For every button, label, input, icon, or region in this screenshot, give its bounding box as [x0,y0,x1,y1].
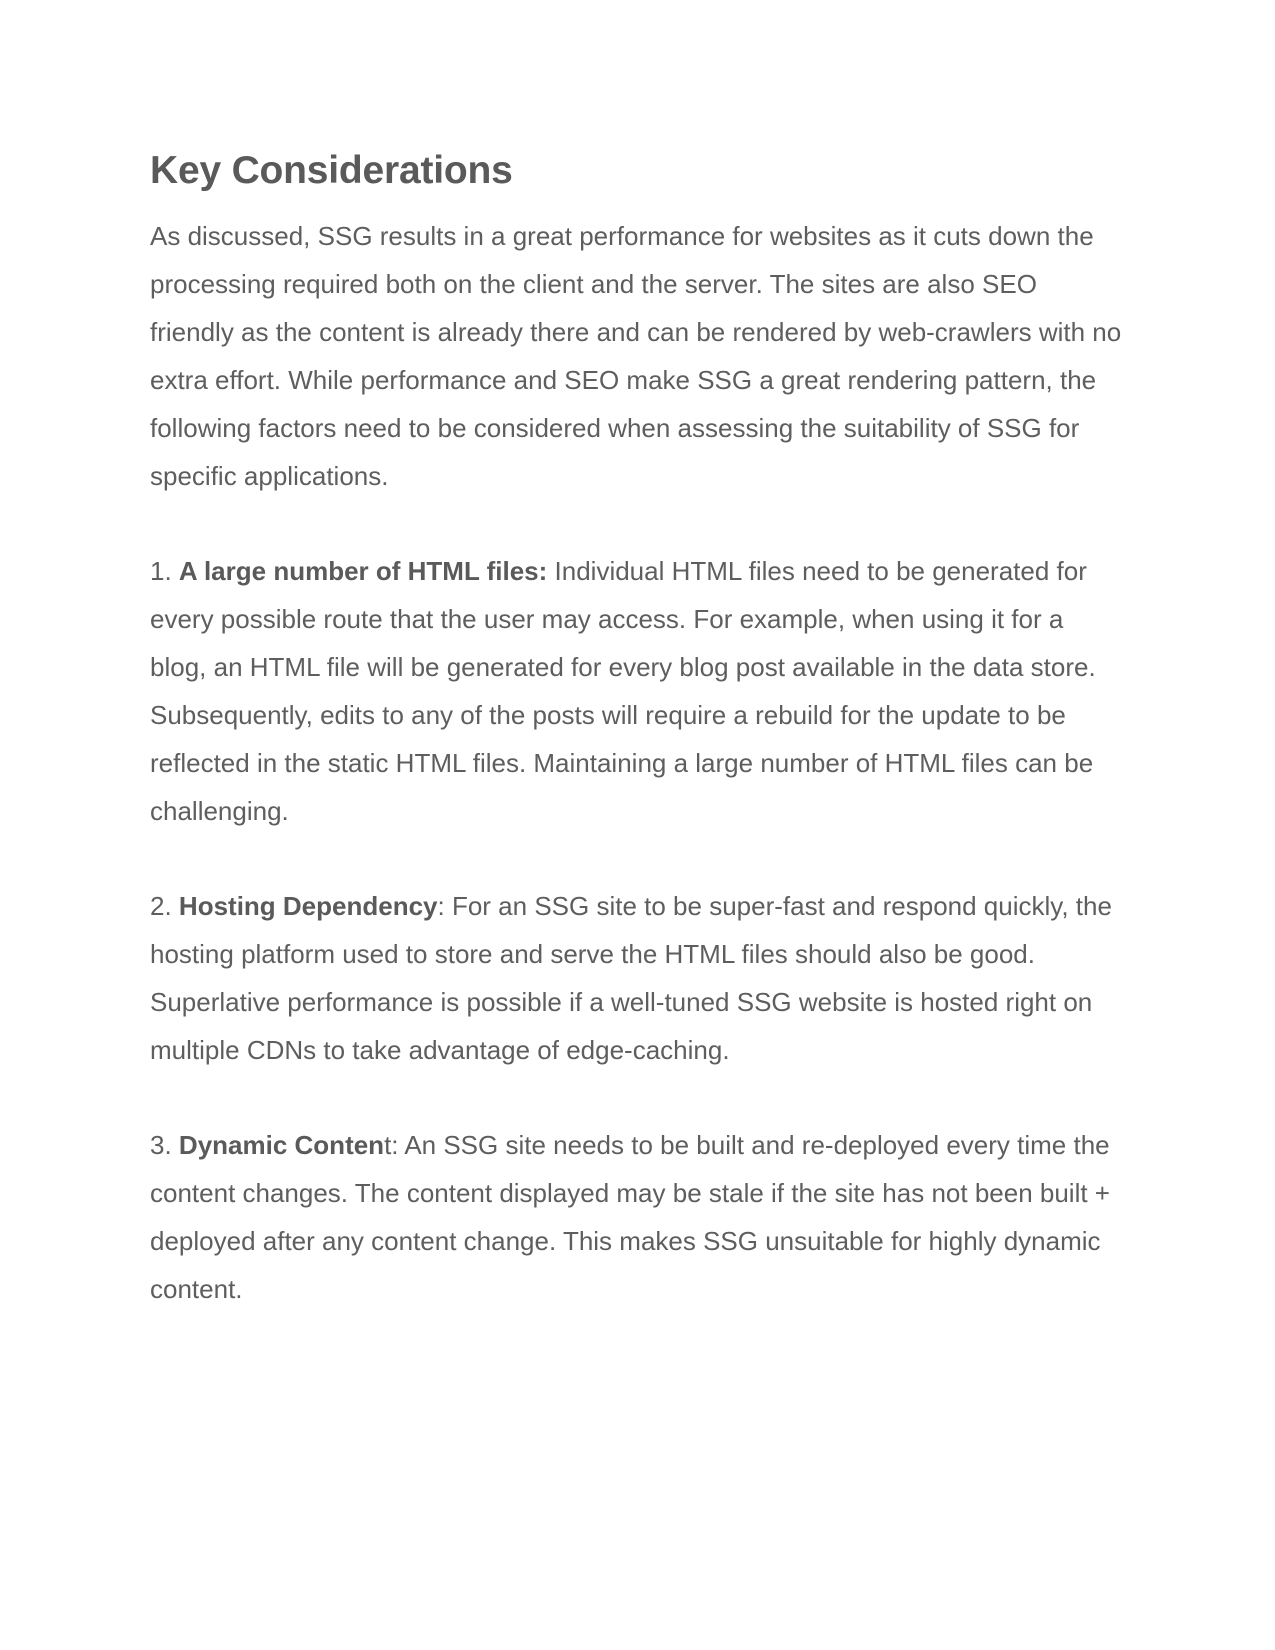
list-item-3-text: t: An SSG site needs to be built and re-deployed every time the content changes. The content displayed may be stale if the site has not been built + deployed after any content change. This makes SSG unsuitable for highly dynamic content. [150,1130,1110,1304]
page-title: Key Considerations [150,149,513,192]
paragraph-spacer [150,835,1125,882]
list-item-1-number: 1. [150,556,179,586]
list-item-1-text: Individual HTML files need to be generated for every possible route that the user may access. For example, when using it for a blog, an HTML file will be generated for every blog post available in the data store. Subsequently, edits to any of the posts will require a rebuild for the update to be reflected in the static HTML files. Maintaining a large number of HTML files can be challenging. [150,556,1096,826]
list-item-3 [150,1121,1125,1313]
list-item-1 [150,547,1125,835]
paragraph-spacer [150,500,1125,547]
list-item-3-number: 3. [150,1130,179,1160]
list-item-1-heading: A large number of HTML files: [178,556,548,586]
document-page [150,148,1125,1313]
list-item-2-number: 2. [150,891,179,921]
list-item-2 [150,882,1125,1074]
intro-paragraph: As discussed, SSG results in a great performance for websites as it cuts down the processing required both on the client and the server. The sites are also SEO friendly as the content is already there and can be rendered by web-crawlers with no extra effort. While performance and SEO make SSG a great rendering pattern, the following factors need to be considered when assessing the suitability of SSG for specific applications. [150,221,1122,491]
list-item-2-heading: Hosting Dependency [178,891,438,921]
paragraph-spacer [150,1074,1125,1121]
list-item-3-heading: Dynamic Conten [178,1130,385,1160]
list-item-2-text: : For an SSG site to be super-fast and respond quickly, the hosting platform used to store and serve the HTML files should also be good. Superlative performance is possible if a well-tuned SSG website is hosted right on multiple CDNs to take advantage of edge-caching. [150,891,1112,1065]
